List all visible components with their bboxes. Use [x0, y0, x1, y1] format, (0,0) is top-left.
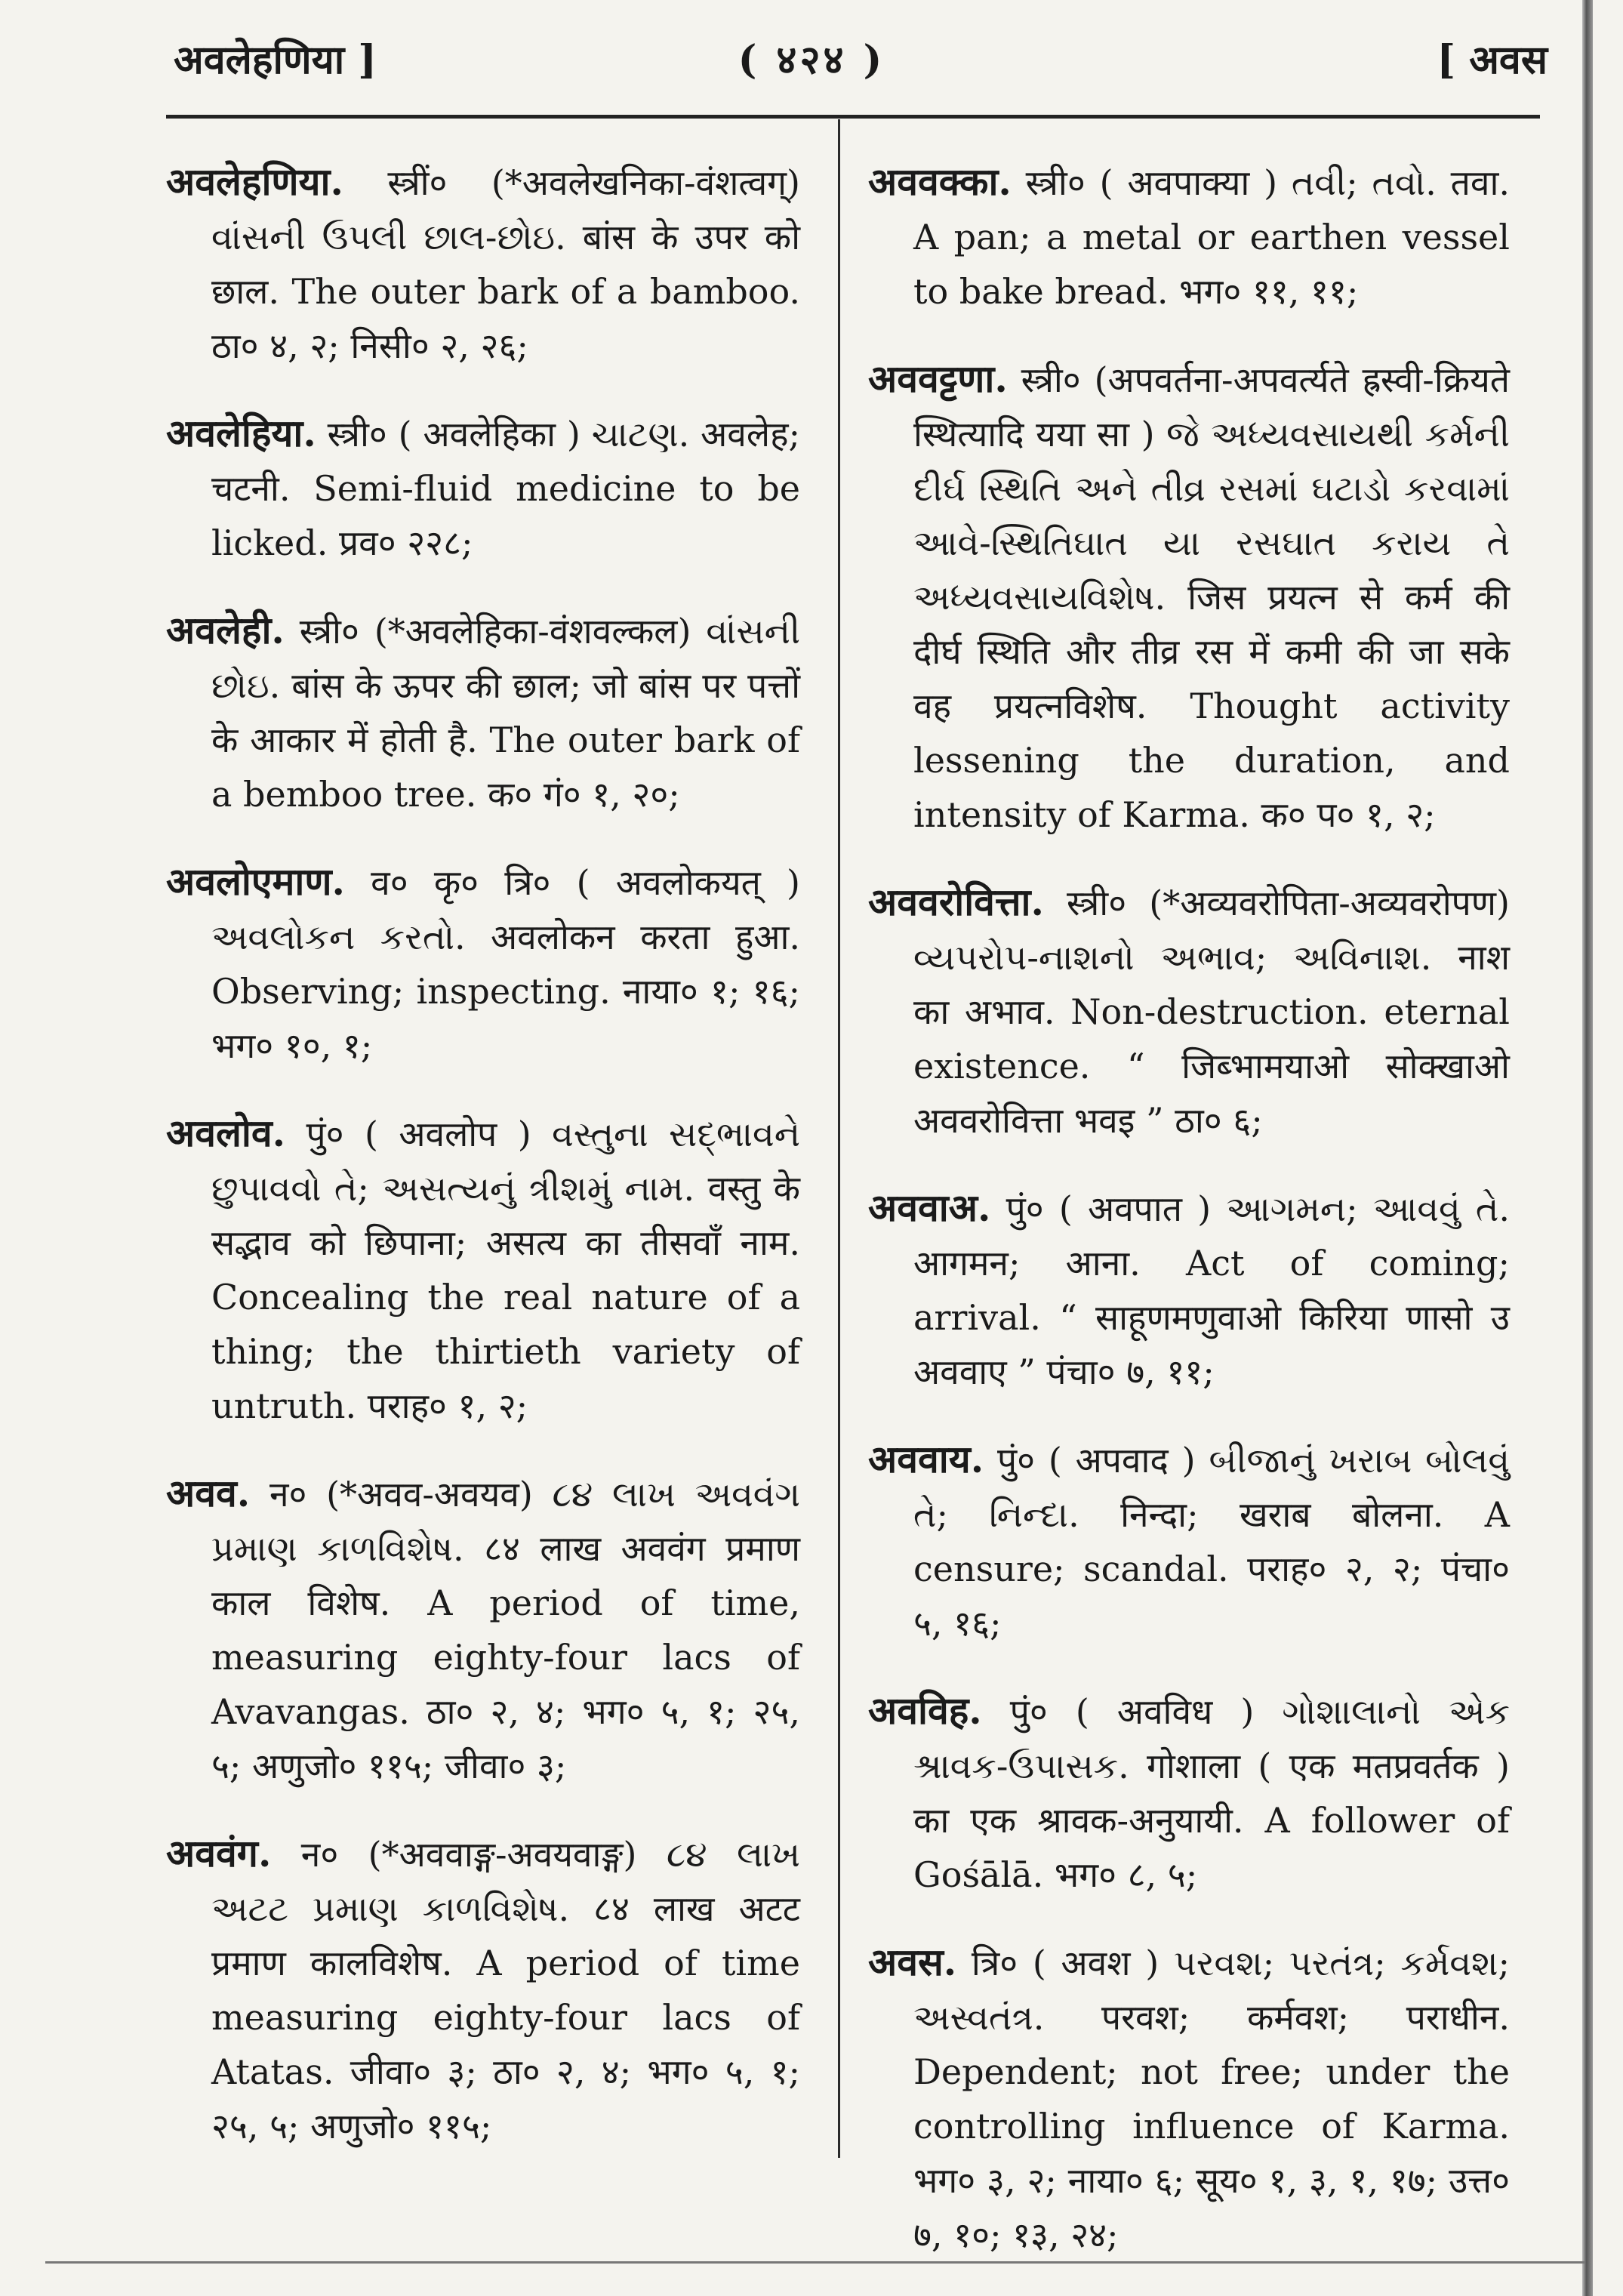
entry-body: स्त्री० ( अवपाक्या ) તવી; તવો. तवा. A pan; a metal or earthen vessel to bake bread. भग० ११, ११;	[913, 162, 1510, 312]
entry-headword: अववाअ.	[868, 1185, 991, 1230]
entry-headword: अवस.	[868, 1940, 957, 1984]
dictionary-entry	[868, 352, 1510, 842]
dictionary-entry	[166, 1106, 800, 1433]
entry-body: स्त्री० (*अवलेहिका-वंशवल्कल) વાંસની છોઇ. बांस के ऊपर की छाल; जो बांस पर पत्तों के आकार में होती है. The outer bark of a bemboo tree. क० गं० १, २०;	[211, 611, 800, 815]
entry-headword: अवलोएमाण.	[166, 859, 345, 904]
page-number: ( ४२४ )	[738, 37, 885, 83]
entry-headword: अववक्का.	[868, 159, 1012, 204]
entry-body: स्त्री० ( अवलेहिका ) ચાટણ. अवलेह; चटनी. Semi-fluid medicine to be licked. प्रव० २२८;	[211, 414, 800, 563]
entry-body: स्त्री० (अपवर्तना-अपवर्त्यते ह्रस्वी-क्रियते स्थित्यादि यया सा ) જે અધ્યવસાયથી કર્મની દીર્ઘ સ્થિતિ અને તીવ્ર રસમાં ઘટાડો કરવામાં આવે-સ્થિતિઘાત યા રસઘાત કરાય તે અધ્યવસાયવિશેષ. जिस प्रयत्न से कर्म की दीर्घ स्थिति और तीव्र रस में कमी की जा सके वह प्रयत्नविशेष. Thought activity lessening the duration, and intensity of Karma. क० प० १, २;	[913, 359, 1510, 835]
dictionary-entry	[868, 1684, 1510, 1902]
entry-headword: अवविह.	[868, 1688, 982, 1733]
entry-body: पुं० ( अवपात ) આગમન; આવવું તે. आगमन; आना. Act of coming; arrival. “ साहूणमणुवाओ किरिया णासो उ अववाए ” पंचा० ७, ११;	[913, 1188, 1510, 1392]
dictionary-entry	[868, 155, 1510, 319]
entry-headword: अववरोवित्ता.	[868, 880, 1044, 924]
dictionary-entry	[166, 1466, 800, 1793]
dictionary-entry	[166, 155, 800, 373]
entry-headword: अववंग.	[166, 1831, 272, 1875]
dictionary-entry	[868, 1432, 1510, 1650]
entry-body: स्त्री० (*अव्यवरोपिता-अव्यवरोपण) વ્યપરોપ-નાશનો અભાવ; અવિનાશ. नाश का अभाव. Non-destruction. eternal existence. “ जिब्भामयाओ सोक्खाओ अववरोवित्ता भवइ ” ठा० ६;	[913, 883, 1510, 1141]
entry-body: पुं० ( अवलोप ) વસ્તુના સદ્ભાવને છુપાવવો તે; અસત્યનું ત્રીશમું નામ. वस्तु के सद्भाव को छिपाना; असत्य का तीसवाँ नाम. Concealing the real nature of a thing; the thirtieth variety of untruth. पराह० १, २;	[211, 1114, 800, 1426]
entry-body: पुं० ( अवविध ) ગોશાલાનો એક શ્રાવક-ઉપાસક. गोशाला ( एक मतप्रवर्तक ) का एक श्रावक-अनुयायी. A follower of Gośālā. भग० ८, ५;	[913, 1691, 1510, 1895]
entry-headword: अवलेही.	[166, 608, 285, 652]
running-head-left: अवलेहणिया ]	[174, 37, 377, 83]
entry-headword: अवव.	[166, 1471, 251, 1515]
dictionary-entry	[166, 406, 800, 570]
entry-headword: अववट्टणा.	[868, 356, 1008, 401]
entry-body: न० (*अवव-अवयव) ૮૪ લાખ અવવંગ પ્રમાણ કાળવિશેષ. ८४ लाख अववंग प्रमाण काल विशेष. A period of time, measuring eighty-four lacs of Avavangas. ठा० २, ४; भग० ५, १; २५, ५; अणुजो० ११५; जीवा० ३;	[211, 1474, 801, 1786]
entry-headword: अवलेहणिया.	[166, 159, 343, 204]
header-rule	[166, 115, 1540, 119]
running-head-right: [ अवस	[1437, 37, 1548, 83]
dictionary-entry	[166, 855, 800, 1073]
dictionary-entry	[166, 1826, 800, 2153]
entry-body: त्रि० ( अवश ) પરવશ; પરતંત્ર; કર્મવશ; અસ્વતંત્ર. परवश; कर्मवश; पराधीन. Dependent; not free; under the controlling influence of Karma. भग० ३, २; नाया० ६; सूय० १, ३, १, १७; उत्त० ७, १०; १३, २४;	[913, 1943, 1510, 2255]
entry-headword: अवलेहिया.	[166, 411, 316, 455]
dictionary-entry	[166, 603, 800, 821]
right-column	[868, 155, 1510, 2295]
entry-body: व० कृ० त्रि० ( अवलोकयत् ) અવલોકન કરતો. अवलोकन करता हुआ. Observing; inspecting. नाया० १; १६; भग० १०, १;	[211, 862, 800, 1066]
entry-body: पुं० ( अपवाद ) બીજાનું ખરાબ બોલવું તે; નિન્દા. निन्दा; खराब बोलना. A censure; scandal. पराह० २, २; पंचा० ५, १६;	[913, 1440, 1510, 1644]
page-header	[0, 0, 1623, 113]
entry-body: स्त्रीं० (*अवलेखनिका-वंशत्वग्) વાંસની ઉપલી છાલ-છોઇ. बांस के उपर को छाल. The outer bark of a bamboo. ठा० ४, २; निसी० २, २६;	[211, 162, 800, 366]
dictionary-entry	[868, 1935, 1510, 2262]
entry-headword: अववाय.	[868, 1437, 984, 1481]
entry-headword: अवलोव.	[166, 1111, 286, 1155]
left-column	[166, 155, 800, 2187]
dictionary-entry	[868, 1181, 1510, 1399]
dictionary-entry	[868, 875, 1510, 1148]
entry-body: न० (*अववाङ्ग-अवयवाङ्ग) ૮૪ લાખ અટટ પ્રમાણ કાળવિશેષ. ८४ लाख अटट प्रमाण कालविशेष. A period of time measuring eighty-four lacs of Atatas. जीवा० ३; ठा० २, ४; भग० ५, १; २५, ५; अणुजो० ११५;	[211, 1834, 800, 2147]
column-divider	[838, 119, 840, 2158]
page-edge-shadow	[1582, 0, 1593, 2296]
